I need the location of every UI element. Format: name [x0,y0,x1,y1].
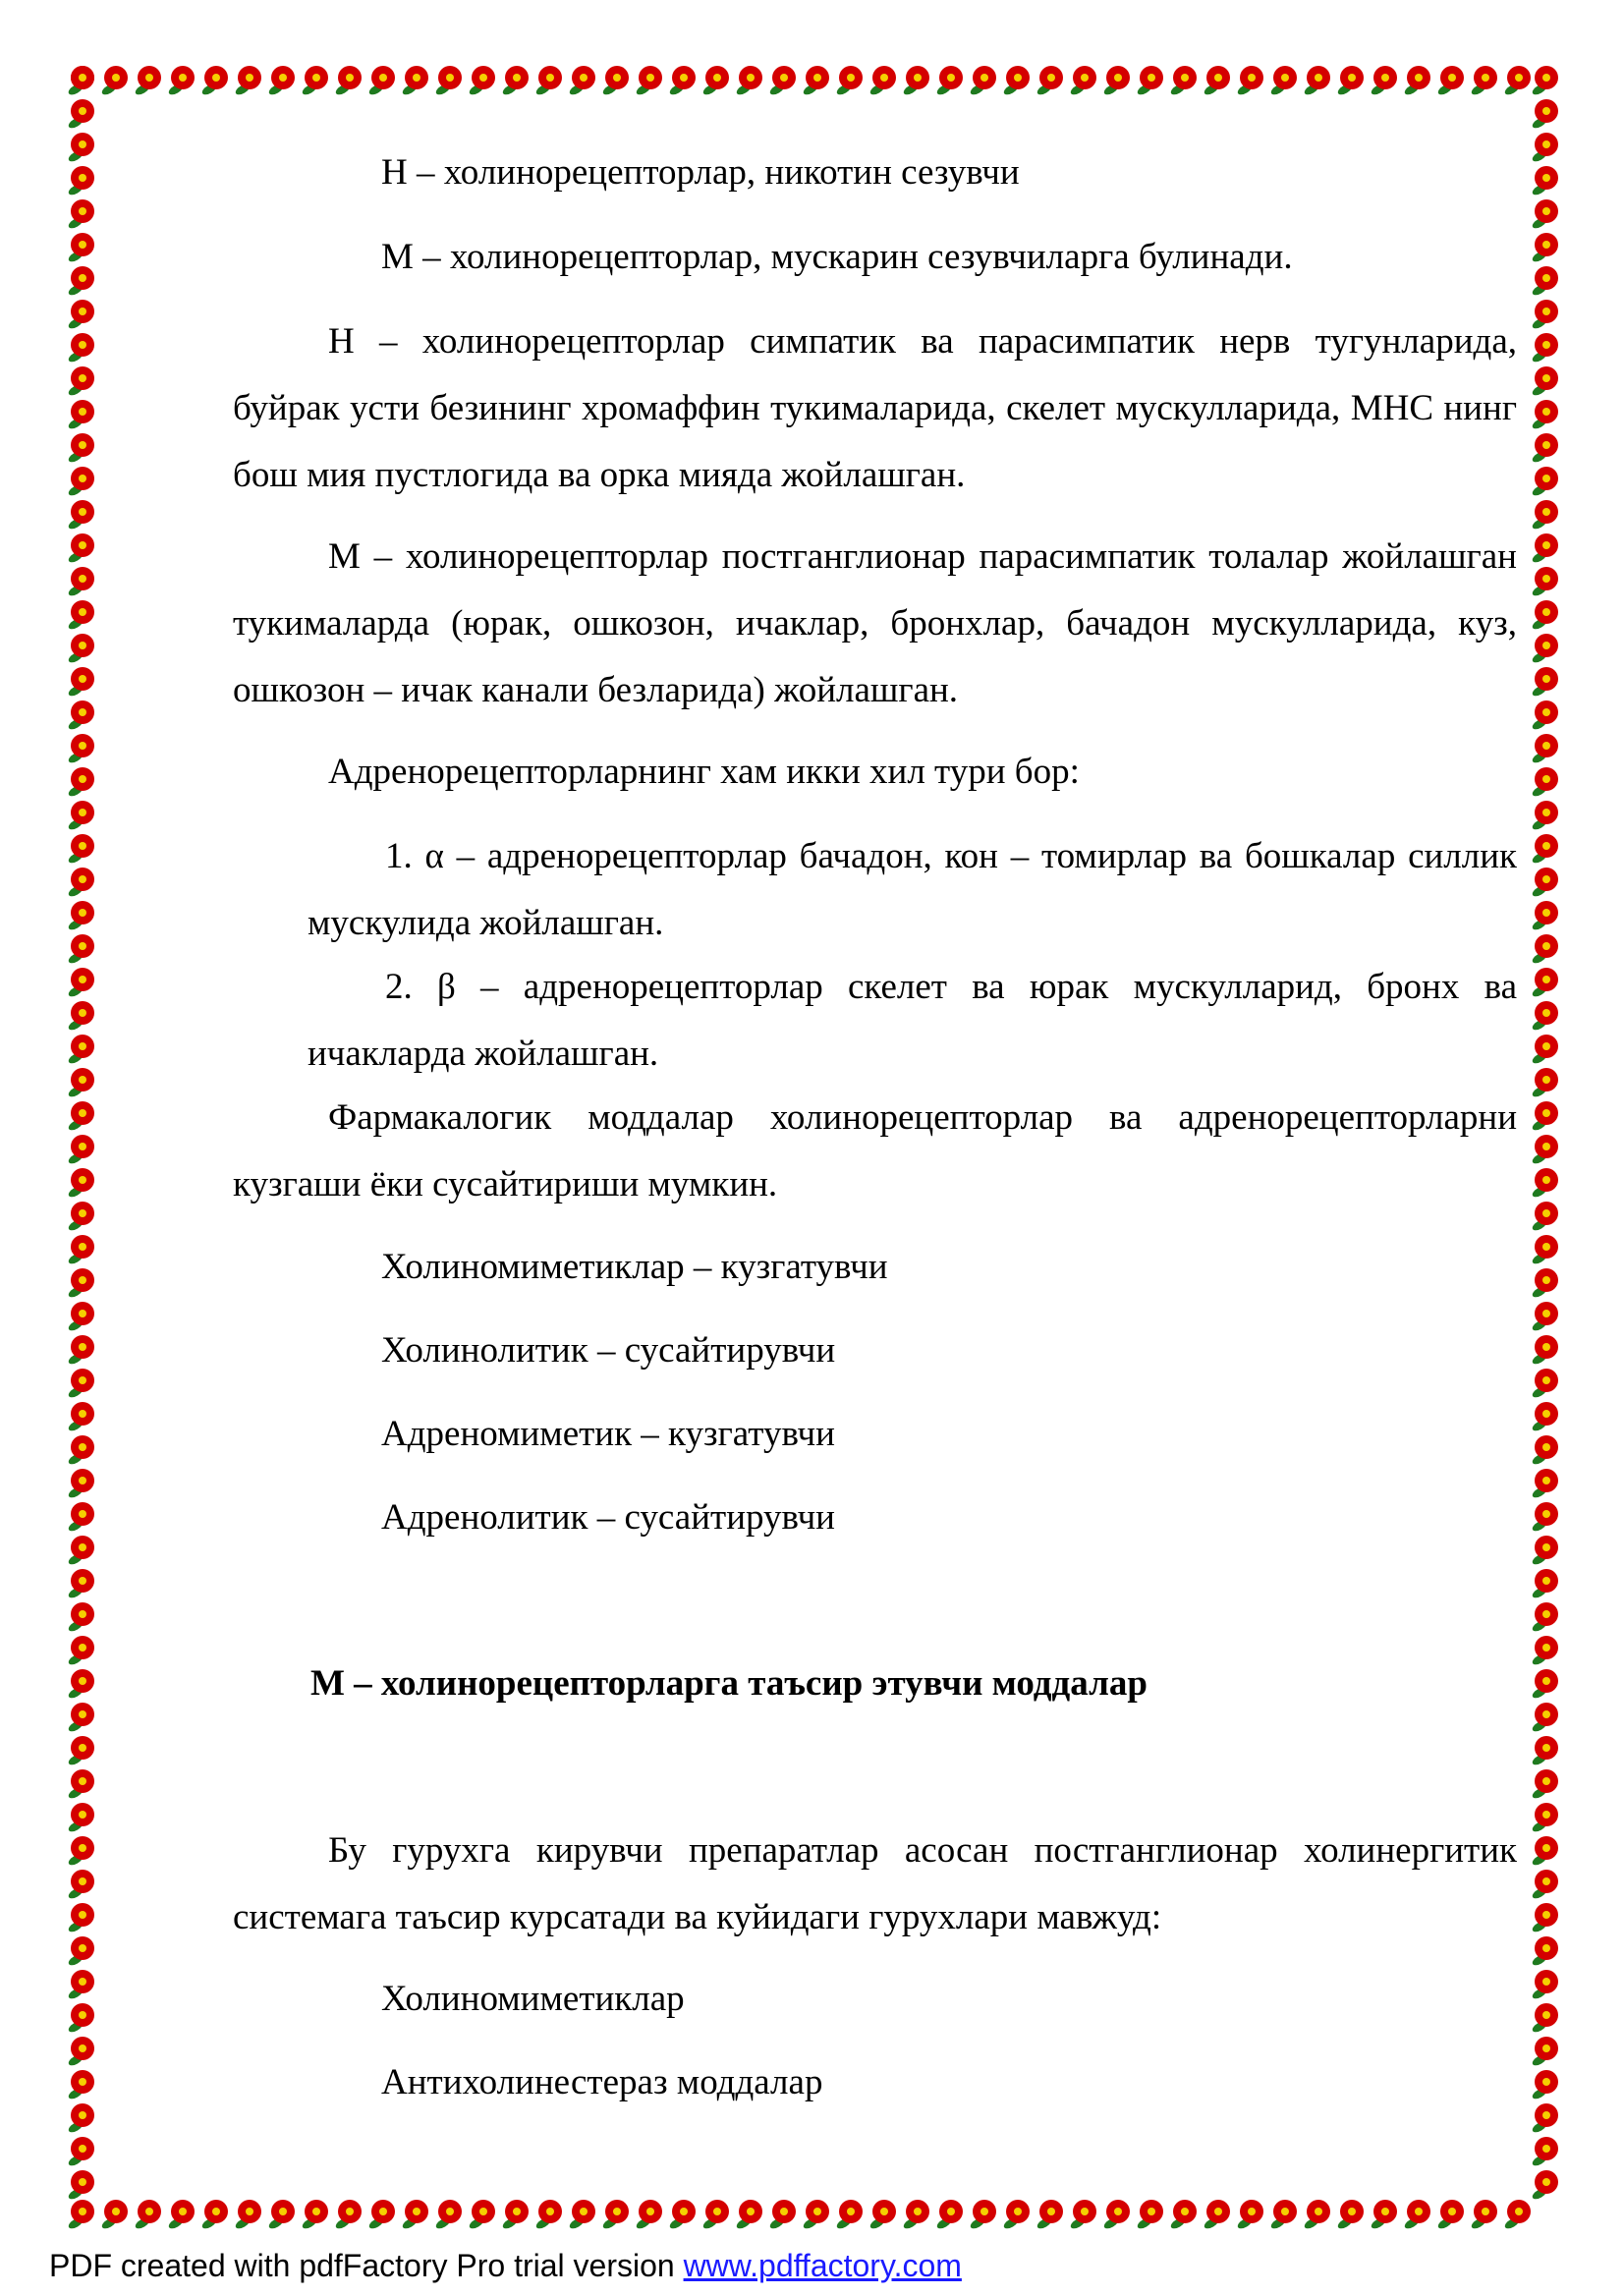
flower-icon [1203,2200,1230,2230]
flower-icon [67,133,94,163]
flower-icon [735,2200,762,2230]
flower-icon [1036,66,1063,96]
flower-icon [1531,1936,1558,1967]
flower-icon [100,66,128,96]
flower-icon [67,1469,94,1499]
flower-icon [1531,1068,1558,1098]
flower-icon [1531,1602,1558,1633]
flower-icon [67,300,94,330]
flower-icon [67,600,94,631]
flower-icon [1531,199,1558,230]
flower-icon [1531,1101,1558,1132]
flower-icon [1531,1202,1558,1232]
flower-icon [768,66,796,96]
flower-icon [701,2200,729,2230]
flower-icon [67,567,94,597]
flower-icon [67,1168,94,1199]
flower-icon [1336,2200,1364,2230]
flower-icon [67,99,94,130]
flower-icon [1531,433,1558,464]
flower-icon [1531,133,1558,163]
flower-icon [1531,734,1558,764]
flower-icon [67,266,94,297]
flower-icon [67,1903,94,1933]
term-cholinolytic: Холинолитик – сусайтирувчи [381,1330,836,1371]
flower-icon [67,1135,94,1165]
flower-icon [534,66,562,96]
flower-icon [1336,66,1364,96]
flower-icon [401,2200,428,2230]
flower-icon [969,66,996,96]
flower-border-bottom-icon [65,2197,1562,2230]
flower-icon [67,1369,94,1399]
flower-icon [67,2170,94,2201]
flower-icon [534,2200,562,2230]
flower-icon [200,2200,228,2230]
paragraph-pharmacologic: Фармакалогик моддалар холинорецепторлар ва адренорецепторларни кузгаши ёки сусайтириши мумкин. [233,1097,1517,1204]
list-item-anticholinesterase: Антихолинестераз моддалар [381,2062,823,2102]
flower-icon [1136,2200,1163,2230]
flower-icon [134,2200,161,2230]
flower-icon [67,2103,94,2134]
flower-icon [67,1502,94,1533]
flower-icon [1036,2200,1063,2230]
flower-icon [468,66,495,96]
flower-icon [1531,1669,1558,1700]
flower-icon [1531,1001,1558,1032]
flower-icon [67,1235,94,1265]
flower-icon [67,801,94,831]
flower-icon [67,1870,94,1900]
flower-icon [1503,2200,1531,2230]
flower-icon [601,66,629,96]
flower-icon [1531,1803,1558,1833]
list-item-cholinomimetics: Холиномиметиклар [381,1979,685,2019]
flower-icon [1531,1335,1558,1366]
flower-icon [1531,2070,1558,2100]
flower-icon [1531,1569,1558,1599]
flower-icon [1531,801,1558,831]
flower-icon [1002,66,1030,96]
paragraph-h-location: Н – холинорецепторлар симпатик ва парасимпатик нерв тугунларида, буйрак усти безининг хромаффин тукималарида, скелет мускулларида, МНС нинг бош мия пустлогида ва орка мияда жойлашган. [233,321,1517,495]
flower-icon [67,1035,94,1065]
flower-icon [1531,600,1558,631]
flower-icon [701,66,729,96]
flower-icon [1403,2200,1430,2230]
flower-icon [1531,1636,1558,1666]
flower-icon [67,968,94,998]
flower-icon [1531,2103,1558,2134]
flower-icon [902,66,929,96]
line-m-receptors: М – холинорецепторлар, мускарин сезувчиларга булинади. [381,237,1293,277]
flower-icon [200,66,228,96]
flower-icon [1531,1970,1558,2000]
flower-icon [1531,99,1558,130]
flower-icon [1531,1268,1558,1299]
flower-icon [67,1435,94,1466]
flower-icon [1002,2200,1030,2230]
flower-icon [1169,66,1197,96]
flower-icon [868,2200,896,2230]
flower-icon [1531,1736,1558,1766]
flower-icon [601,2200,629,2230]
flower-border-left [65,63,98,2230]
list-item-beta: 2. β – адренорецепторлар скелет ва юрак мускулларид, бронх ва ичакларда жойлашган. [308,967,1517,1074]
flower-icon [301,66,328,96]
flower-icon [1531,567,1558,597]
flower-icon [1531,500,1558,531]
flower-icon [1531,1903,1558,1933]
flower-icon [1102,66,1130,96]
term-adrenolytic: Адренолитик – сусайтирувчи [381,1497,835,1538]
flower-icon [367,2200,395,2230]
flower-icon [1531,868,1558,898]
flower-icon [67,767,94,798]
flower-icon [1531,2003,1558,2034]
flower-icon [67,634,94,664]
flower-icon [1531,1235,1558,1265]
flower-icon [67,400,94,430]
flower-icon [1136,66,1163,96]
flower-icon [1531,1536,1558,1566]
flower-icon [67,901,94,931]
flower-icon [67,1836,94,1867]
flower-icon [1531,1135,1558,1165]
flower-icon [67,333,94,364]
flower-icon [1531,1769,1558,1800]
flower-icon [1531,333,1558,364]
footer-link[interactable]: www.pdffactory.com [683,2248,962,2283]
flower-icon [868,66,896,96]
flower-icon [468,2200,495,2230]
flower-icon [1531,1369,1558,1399]
flower-border-top [65,63,1562,96]
flower-icon [67,1302,94,1332]
flower-icon [802,66,829,96]
flower-icon [434,2200,462,2230]
flower-icon [1531,1703,1558,1733]
flower-icon [67,1268,94,1299]
flower-icon [1531,1302,1558,1332]
flower-icon [1436,66,1464,96]
flower-icon [100,2200,128,2230]
flower-icon [67,1636,94,1666]
flower-icon [267,2200,295,2230]
flower-icon [1531,533,1558,564]
section-heading: М – холинорецепторларга таъсир этувчи моддалар [310,1663,1148,1704]
flower-icon [67,1536,94,1566]
flower-icon [635,66,662,96]
flower-icon [67,1803,94,1833]
flower-icon [1531,934,1558,965]
flower-icon [67,2003,94,2034]
flower-icon [67,1101,94,1132]
flower-border-left-icon [65,63,98,2230]
flower-icon [234,66,261,96]
flower-icon [167,66,195,96]
term-cholinomimetics: Холиномиметиклар – кузгатувчи [381,1247,888,1287]
flower-icon [67,700,94,731]
flower-icon [568,2200,595,2230]
flower-icon [1503,66,1531,96]
flower-icon [67,1936,94,1967]
flower-icon [1470,66,1497,96]
flower-border-top-icon [65,63,1562,96]
flower-icon [67,667,94,698]
footer-text: PDF created with pdfFactory Pro trial version [49,2248,684,2283]
flower-icon [67,1068,94,1098]
flower-icon [67,1736,94,1766]
flower-icon [1531,634,1558,664]
flower-icon [1531,166,1558,196]
flower-icon [835,66,863,96]
flower-icon [802,2200,829,2230]
flower-icon [367,66,395,96]
flower-icon [67,1202,94,1232]
flower-icon [835,2200,863,2230]
flower-icon [67,1769,94,1800]
flower-icon [1531,667,1558,698]
term-adrenomimetic: Адреномиметик – кузгатувчи [381,1414,835,1454]
flower-icon [67,1335,94,1366]
flower-icon [969,2200,996,2230]
paragraph-m-location: М – холинорецепторлар постганглионар парасимпатик толалар жойлашган тукималарда (юрак, ошкозон, ичаклар, бронхлар, бачадон мускулларида, куз, ошкозон – ичак канали безларида) жойлашган. [233,536,1517,710]
list-item-alpha: 1. α – адренорецепторлар бачадон, кон – томирлар ва бошкалар силлик мускулида жойлашган. [308,836,1517,943]
flower-border-right-icon [1529,63,1562,2230]
flower-icon [1303,66,1330,96]
flower-icon [1370,66,1397,96]
flower-icon [501,2200,529,2230]
flower-icon [902,2200,929,2230]
flower-icon [67,1402,94,1432]
flower-icon [1531,901,1558,931]
flower-icon [67,1669,94,1700]
flower-icon [67,500,94,531]
flower-icon [735,66,762,96]
flower-icon [1531,1035,1558,1065]
flower-icon [1436,2200,1464,2230]
line-adreno-types: Адренорецепторларнинг хам икки хил тури бор: [328,752,1080,792]
flower-icon [1531,2137,1558,2167]
flower-icon [67,166,94,196]
flower-icon [1531,400,1558,430]
flower-icon [1269,66,1297,96]
flower-icon [67,934,94,965]
flower-icon [1069,2200,1096,2230]
flower-icon [635,2200,662,2230]
flower-icon [67,834,94,865]
flower-icon [1531,968,1558,998]
flower-icon [67,467,94,497]
flower-icon [67,2037,94,2067]
flower-icon [1531,1168,1558,1199]
flower-icon [1531,233,1558,263]
flower-icon [167,2200,195,2230]
flower-icon [1531,1402,1558,1432]
flower-icon [1470,2200,1497,2230]
flower-border-right [1529,63,1562,2230]
flower-icon [334,66,362,96]
flower-icon [67,2070,94,2100]
flower-icon [1531,1836,1558,1867]
flower-icon [668,2200,696,2230]
flower-icon [668,66,696,96]
flower-icon [935,66,963,96]
flower-icon [768,2200,796,2230]
flower-icon [401,66,428,96]
flower-icon [1102,2200,1130,2230]
flower-icon [67,66,94,96]
flower-icon [1531,1870,1558,1900]
flower-icon [67,233,94,263]
flower-icon [501,66,529,96]
flower-icon [67,1703,94,1733]
flower-icon [67,1001,94,1032]
flower-icon [935,2200,963,2230]
flower-icon [434,66,462,96]
flower-icon [67,2137,94,2167]
flower-icon [1403,66,1430,96]
flower-icon [1531,700,1558,731]
flower-icon [1370,2200,1397,2230]
pdf-footer [49,2248,962,2284]
flower-icon [1236,2200,1263,2230]
flower-icon [1531,366,1558,397]
flower-icon [301,2200,328,2230]
flower-icon [1531,1502,1558,1533]
paragraph-group-intro: Бу гурухга кирувчи препаратлар асосан постганглионар холинергитик системага таъсир курсатади ва куйидаги гурухлари мавжуд: [233,1830,1517,1937]
flower-icon [67,868,94,898]
flower-icon [134,66,161,96]
flower-icon [1531,300,1558,330]
flower-icon [267,66,295,96]
flower-icon [1531,2037,1558,2067]
flower-icon [67,1569,94,1599]
flower-icon [1303,2200,1330,2230]
flower-icon [1531,266,1558,297]
flower-icon [67,433,94,464]
flower-icon [67,366,94,397]
flower-icon [334,2200,362,2230]
flower-icon [568,66,595,96]
flower-icon [1531,767,1558,798]
flower-icon [67,533,94,564]
flower-icon [67,1970,94,2000]
flower-icon [67,734,94,764]
flower-icon [1531,1435,1558,1466]
flower-border-bottom [65,2197,1562,2230]
flower-icon [67,1602,94,1633]
flower-icon [1169,2200,1197,2230]
line-h-receptors: Н – холинорецепторлар, никотин сезувчи [381,152,1020,193]
flower-icon [1236,66,1263,96]
flower-icon [1531,467,1558,497]
flower-icon [1069,66,1096,96]
flower-icon [1203,66,1230,96]
flower-icon [1531,1469,1558,1499]
flower-icon [234,2200,261,2230]
flower-icon [1531,2170,1558,2201]
flower-icon [1531,66,1558,96]
flower-icon [1269,2200,1297,2230]
flower-icon [1531,834,1558,865]
flower-icon [67,199,94,230]
